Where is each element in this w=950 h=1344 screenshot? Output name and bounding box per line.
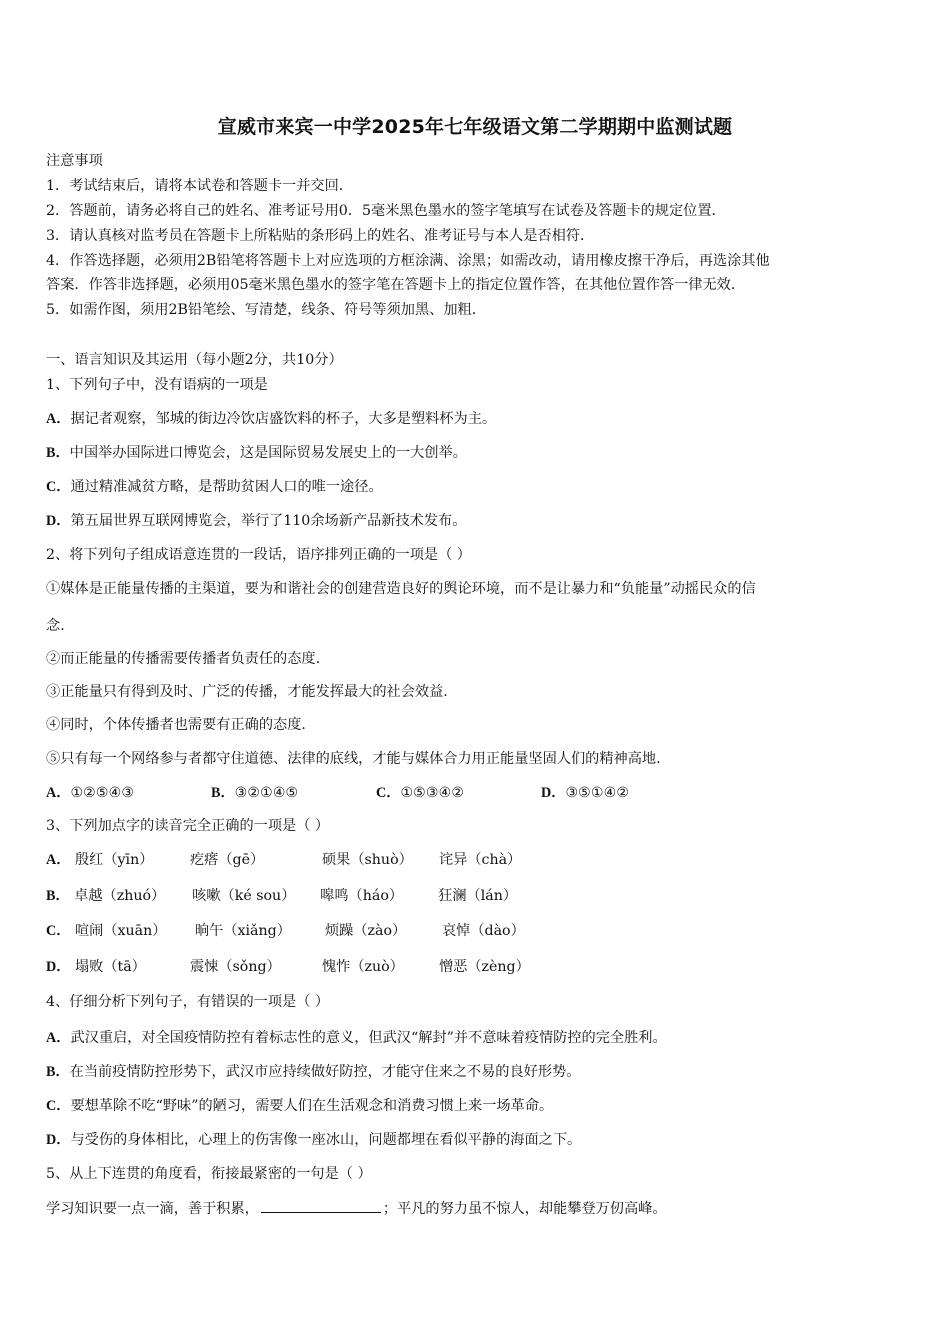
option-d <box>541 783 706 803</box>
option-b <box>211 783 376 803</box>
fill-in-sentence <box>46 1198 667 1219</box>
option-label: D． <box>46 1132 71 1148</box>
option-label: A． <box>46 785 71 801</box>
option-d <box>46 511 466 531</box>
sentence: ①媒体是正能量传播的主渠道，要为和谐社会的创建营造良好的舆论环境，而不是让暴力和“负能量”动摇民众的信 <box>46 581 756 597</box>
option-text: ③⑤①④② <box>565 785 630 801</box>
option-c <box>376 783 541 803</box>
option-label: A． <box>46 411 71 427</box>
reading-item: 狂澜（lán） <box>438 888 518 904</box>
option-label: D． <box>46 513 71 529</box>
option-text: 中国举办国际进口博览会，这是国际贸易发展史上的一大创举。 <box>69 445 467 461</box>
option-label: B． <box>46 1064 70 1080</box>
option-label: C． <box>376 785 401 801</box>
option-text: 第五届世界互联网博览会，举行了110余场新产品新技术发布。 <box>70 513 467 529</box>
reading-row <box>46 921 525 941</box>
reading-row <box>46 886 517 906</box>
reading-item: 喧闹（xuān） <box>74 923 167 939</box>
option-text: 据记者观察，邹城的街边冷饮店盛饮料的杯子，大多是塑料杯为主。 <box>70 411 497 427</box>
options-row <box>46 783 706 803</box>
reading-item: 震悚（sǒng） <box>189 959 281 975</box>
option-label: C． <box>46 479 71 495</box>
notice-item: 5．如需作图，须用2B铅笔绘、写清楚，线条、符号等须加黑、加粗． <box>46 302 486 318</box>
question-stem: 5、从上下连贯的角度看，衔接最紧密的一句是（ ） <box>46 1166 372 1182</box>
notice-item: 3．请认真核对监考员在答题卡上所粘贴的条形码上的姓名、准考证号与本人是否相符． <box>46 228 595 244</box>
option-text: ①⑤③④② <box>400 785 465 801</box>
reading-item: 憎恶（zèng） <box>438 959 530 975</box>
reading-item: 诧异（chà） <box>438 852 522 868</box>
question-stem: 2、将下列句子组成语意连贯的一段话，语序排列正确的一项是（ ） <box>46 547 471 563</box>
notice-item: 1．考试结束后，请将本试卷和答题卡一并交回． <box>46 178 353 194</box>
option-label: B． <box>211 785 235 801</box>
option-label: D． <box>46 959 71 975</box>
answer-blank[interactable] <box>261 1198 381 1213</box>
question-stem: 1、下列句子中，没有语病的一项是 <box>46 377 268 393</box>
reading-item: 卓越（zhuó） <box>74 888 166 904</box>
reading-item: 嗥鸣（háo） <box>320 888 404 904</box>
option-label: C． <box>46 923 71 939</box>
option-d <box>46 1130 581 1150</box>
option-label: A． <box>46 852 71 868</box>
option-text: ③②①④⑤ <box>234 785 299 801</box>
option-label: C． <box>46 1098 71 1114</box>
sentence: ②而正能量的传播需要传播者负责任的态度. <box>46 651 321 667</box>
reading-item: 愧怍（zuò） <box>321 959 404 975</box>
option-a <box>46 409 496 429</box>
notice-item: 4．作答选择题，必须用2B铅笔将答题卡上对应选项的方框涂满、涂黑；如需改动，请用橡皮擦干净后，再选涂其他 <box>46 253 770 269</box>
reading-item: 咳嗽（ké sou） <box>192 888 296 904</box>
question-stem: 3、下列加点字的读音完全正确的一项是（ ） <box>46 818 330 834</box>
option-c <box>46 1096 553 1116</box>
sentence-part: 学习知识要一点一滴，善于积累， <box>46 1201 259 1217</box>
reading-item: 哀悼（dào） <box>441 923 525 939</box>
option-label: B． <box>46 445 70 461</box>
option-label: B． <box>46 888 70 904</box>
option-a <box>46 1028 667 1048</box>
option-b <box>46 1062 580 1082</box>
page-title: 宣威市来宾一中学2025年七年级语文第二学期期中监测试题 <box>217 116 733 138</box>
option-text: 与受伤的身体相比，心理上的伤害像一座冰山，问题都埋在看似平静的海面之下。 <box>70 1132 582 1148</box>
option-text: 通过精准减贫方略，是帮助贫困人口的唯一途径。 <box>70 479 383 495</box>
option-text: 要想革除不吃“野味”的陋习，需要人们在生活观念和消费习惯上来一场革命。 <box>70 1098 554 1114</box>
option-text: ①②⑤④③ <box>70 785 135 801</box>
reading-item: 疙瘩（gē） <box>189 852 265 868</box>
option-label: D． <box>541 785 566 801</box>
question-stem: 4、仔细分析下列句子，有错误的一项是（ ） <box>46 994 330 1010</box>
reading-item: 塌败（tā） <box>74 959 146 975</box>
notice-item: 答案．作答非选择题，必须用05毫米黑色墨水的签字笔在答题卡上的指定位置作答，在其他位置作答一律无效． <box>46 277 746 293</box>
section-heading: 一、语言知识及其运用（每小题2分，共10分） <box>46 352 343 368</box>
reading-item: 硕果（shuò） <box>321 852 413 868</box>
option-text: 在当前疫情防控形势下，武汉市应持续做好防控，才能守住来之不易的良好形势。 <box>69 1064 581 1080</box>
reading-item: 晌午（xiǎng） <box>194 923 291 939</box>
notice-heading: 注意事项 <box>46 153 103 169</box>
reading-item: 烦躁（zào） <box>324 923 407 939</box>
sentence: ④同时，个体传播者也需要有正确的态度. <box>46 717 306 733</box>
option-label: A． <box>46 1030 71 1046</box>
option-c <box>46 477 383 497</box>
option-b <box>46 443 467 463</box>
option-text: 武汉重启，对全国疫情防控有着标志性的意义，但武汉“解封”并不意味着疫情防控的完全胜利。 <box>70 1030 667 1046</box>
sentence: 念. <box>46 618 65 634</box>
notice-item: 2．答题前，请务必将自己的姓名、准考证号用0．5毫米黑色墨水的签字笔填写在试卷及答题卡的规定位置． <box>46 203 726 219</box>
option-a <box>46 783 211 803</box>
sentence-part: ；平凡的努力虽不惊人，却能攀登万仞高峰。 <box>382 1201 667 1217</box>
sentence: ⑤只有每一个网络参与者都守住道德、法律的底线，才能与媒体合力用正能量坚固人们的精神高地. <box>46 751 661 767</box>
sentence: ③正能量只有得到及时、广泛的传播，才能发挥最大的社会效益. <box>46 684 448 700</box>
reading-row <box>46 957 530 977</box>
reading-item: 殷红（yīn） <box>74 852 154 868</box>
reading-row <box>46 850 521 870</box>
